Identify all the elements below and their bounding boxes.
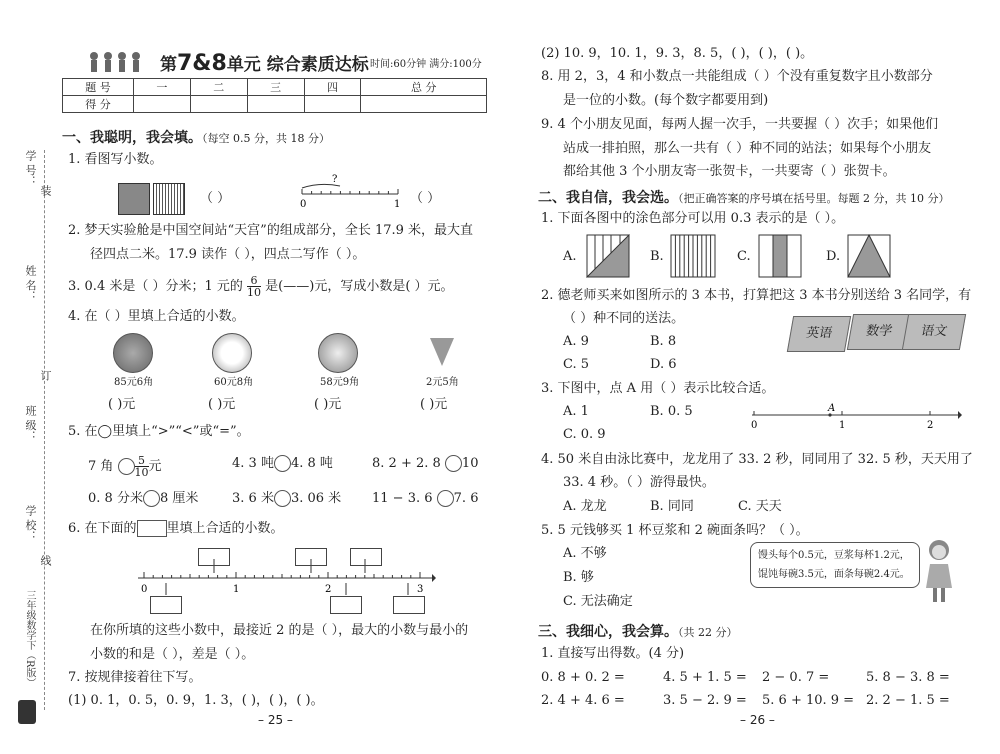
q6-line-a: 在你所填的这些小数中，最接近 2 的是（ ），最大的小数与最小的	[90, 623, 469, 638]
q3-text-b: 是(——)元，写成小数是( ）元。	[265, 279, 454, 294]
q7-part-2: (2) 10. 9，10. 1，9. 3，8. 5，( )，( )，( )。	[541, 46, 814, 61]
c3-point-label: A	[828, 403, 836, 414]
q4-answer-3[interactable]: ( )元	[314, 397, 342, 412]
q5-r2a-left: 0. 8 分米	[88, 491, 143, 506]
q5-r1b-right: 4. 8 吨	[290, 456, 333, 471]
q1-answer-b[interactable]: （ ）	[410, 191, 441, 206]
title-pre: 第	[160, 55, 177, 75]
q1-answer-a[interactable]: （ ）	[200, 191, 231, 206]
c1-option-a-label[interactable]: A.	[563, 249, 577, 264]
q4-answer-4[interactable]: ( )元	[420, 397, 448, 412]
header-decoration	[86, 50, 148, 74]
title-num: 7&8	[177, 51, 227, 76]
calc-item[interactable]: 5. 6 + 10. 9 =	[762, 693, 855, 708]
compare-circle[interactable]	[274, 490, 291, 507]
c3-text: 3. 下图中，点 A 用（ ）表示比较合适。	[541, 381, 775, 396]
c1-option-b-figure[interactable]	[670, 234, 716, 278]
binding-line	[44, 150, 45, 710]
k1-text: 1. 直接写出得数。(4 分)	[541, 646, 685, 661]
compare-circle[interactable]	[445, 455, 462, 472]
c4-option-a[interactable]: A. 龙龙	[563, 499, 607, 514]
c5-text: 5. 5 元钱够买 1 杯豆浆和 2 碗面条吗？（ ）。	[541, 523, 809, 538]
calc-item[interactable]: 0. 8 + 0. 2 =	[541, 670, 625, 685]
score-cell: 一	[134, 79, 191, 96]
score-table	[62, 78, 487, 113]
chinese-book: 语文	[902, 314, 966, 350]
unit-title	[160, 50, 369, 76]
c4-line-2: 33. 4 秒。（ ）游得最快。	[563, 475, 715, 490]
q4-price-2: 60元8角	[214, 377, 254, 388]
q6-answer-box[interactable]	[330, 596, 362, 614]
c3-label-2: 2	[927, 420, 934, 431]
q3-fraction	[247, 275, 261, 298]
section-1-title	[62, 127, 330, 147]
q6-text-pre: 6. 在下面的	[68, 521, 137, 536]
q5-r2c-left: 11 − 3. 6	[372, 491, 433, 506]
calc-item[interactable]: 4. 5 + 1. 5 =	[663, 670, 747, 685]
girl-icon	[924, 538, 954, 604]
score-cell: 四	[304, 79, 361, 96]
section-2-heading: 二、我自信，我会选。	[538, 190, 678, 206]
q9-line-3: 都给其他 3 个小朋友寄一张贺卡，一共要寄（ ）张贺卡。	[563, 164, 896, 179]
volleyball-icon	[318, 333, 358, 373]
q6-answer-box[interactable]	[295, 548, 327, 566]
section-2-note: （把正确答案的序号填在括号里。每题 2 分，共 10 分）	[678, 192, 950, 205]
q6-label-2: 2	[325, 584, 332, 595]
q5-r1a-right: 元	[148, 459, 162, 474]
q5-row2-a	[88, 490, 198, 508]
c2-option-c[interactable]: C. 5	[563, 357, 590, 372]
c2-option-b[interactable]: B. 8	[650, 334, 677, 349]
c3-option-a[interactable]: A. 1	[563, 404, 589, 419]
book-label: 三年级数学下（R版）	[24, 590, 35, 688]
q1-striped-square	[153, 183, 185, 215]
c1-text: 1. 下面各图中的涂色部分可以用 0.3 表示的是（ ）。	[541, 211, 845, 226]
score-cell: 二	[190, 79, 247, 96]
c4-option-c[interactable]: C. 天天	[738, 499, 782, 514]
q1-label-1: 1	[394, 199, 400, 210]
section-2-title	[538, 187, 949, 207]
q8-line-1: 8. 用 2，3，4 和小数点一共能组成（ ）个没有重复数字且小数部分	[541, 69, 933, 84]
q5-r2c-right: 7. 6	[453, 491, 479, 506]
q6-line-b: 小数的和是（ ），差是（ ）。	[90, 647, 255, 662]
c5-option-a[interactable]: A. 不够	[563, 546, 607, 561]
section-1-heading: 一、我聪明，我会填。	[62, 130, 202, 146]
q5-row1-b	[232, 455, 333, 473]
q3-text-a: 3. 0.4 米是（ ）分米；1 元的	[68, 279, 243, 294]
section-3-title	[538, 621, 738, 641]
compare-circle[interactable]	[143, 490, 160, 507]
c1-option-c-figure[interactable]	[758, 234, 802, 278]
math-book: 数学	[847, 314, 911, 350]
c4-option-b[interactable]: B. 同同	[650, 499, 694, 514]
c2-option-a[interactable]: A. 9	[563, 334, 589, 349]
q5-r1a-left: 7 角	[88, 459, 114, 474]
section-3-note: （共 22 分）	[678, 626, 738, 639]
score-cell: 得 分	[63, 96, 134, 113]
c1-option-a-figure[interactable]	[586, 234, 630, 278]
q1-number-line	[300, 172, 400, 212]
label-ding: 订	[39, 370, 52, 381]
c2-option-d[interactable]: D. 6	[650, 357, 677, 372]
q4-text: 4. 在（ ）里填上合适的小数。	[68, 309, 245, 324]
q5-text: 5. 在◯里填上“>”“<”或“=”。	[68, 424, 250, 439]
q6-box-icon	[137, 520, 167, 537]
c2-line-2: （ ）种不同的送法。	[563, 311, 685, 326]
q5-row2-b	[232, 490, 341, 508]
q1-label-0: 0	[300, 199, 307, 210]
q3-numerator: 6	[250, 274, 258, 287]
score-input[interactable]	[304, 96, 361, 113]
q1-full-square	[118, 183, 150, 215]
score-input[interactable]	[361, 96, 487, 113]
q2-line-2: 径四点二米。17.9 读作（ ），四点二写作（ ）。	[90, 247, 366, 262]
c1-option-d-label[interactable]: D.	[826, 249, 841, 264]
q5-numerator: 5	[138, 454, 146, 467]
c4-line-1: 4. 50 米自由泳比赛中，龙龙用了 33. 2 秒，同同用了 32. 5 秒，天天用了	[541, 452, 973, 467]
q5-r1c-right: 10	[461, 456, 479, 471]
q9-line-2: 站成一排拍照，那么一共有（ ）种不同的站法；如果每个小朋友	[563, 141, 932, 156]
exam-meta: 时间:60分钟 满分:100分	[370, 59, 482, 70]
c5-option-c[interactable]: C. 无法确定	[563, 594, 633, 609]
q6-answer-box[interactable]	[350, 548, 382, 566]
q5-r1b-left: 4. 3 吨	[232, 456, 274, 471]
q3-denominator: 10	[247, 286, 262, 299]
c3-option-c[interactable]: C. 0. 9	[563, 427, 606, 442]
score-cell: 总 分	[361, 79, 487, 96]
c5-option-b[interactable]: B. 够	[563, 570, 594, 585]
q6-text	[68, 520, 284, 538]
c3-label-1: 1	[839, 420, 846, 431]
bubble-line-2: 馄饨每碗3.5元，面条每碗2.4元。	[758, 569, 910, 580]
label-xian: 线	[39, 555, 52, 566]
q6-label-1: 1	[233, 584, 240, 595]
q5-row1-c	[372, 455, 478, 473]
c3-option-b[interactable]: B. 0. 5	[650, 404, 693, 419]
q5-row2-c	[372, 490, 478, 508]
score-input[interactable]	[247, 96, 304, 113]
logo-icon	[18, 700, 36, 724]
q5-r2a-right: 8 厘米	[159, 491, 199, 506]
score-input[interactable]	[190, 96, 247, 113]
q4-price-1: 85元6角	[114, 377, 154, 388]
compare-circle[interactable]	[274, 455, 291, 472]
calc-item[interactable]: 2. 4 + 4. 6 =	[541, 693, 625, 708]
q4-answer-2[interactable]: ( )元	[208, 397, 236, 412]
q3-line	[68, 275, 454, 298]
q8-line-2: 是一位的小数。(每个数字都要用到)	[563, 93, 769, 108]
title-rest: 单元 综合素质达标	[226, 55, 369, 75]
page-number-right: – 26 –	[740, 713, 775, 727]
q7-text: 7. 按规律接着往下写。	[68, 670, 202, 685]
c1-option-c-label[interactable]: C.	[737, 249, 751, 264]
figures-icon	[86, 50, 148, 74]
q5-r2b-right: 3. 06 米	[290, 491, 342, 506]
score-input[interactable]	[134, 96, 191, 113]
c3-label-0: 0	[751, 420, 758, 431]
q5-row1-a	[88, 455, 162, 478]
q6-label-0: 0	[141, 584, 148, 595]
calc-item[interactable]: 2 − 0. 7 =	[762, 670, 830, 685]
shuttlecock-icon	[430, 338, 454, 366]
q5-r2b-left: 3. 6 米	[232, 491, 274, 506]
label-xuexiao: 学 校：	[24, 505, 37, 542]
calc-item[interactable]: 3. 5 − 2. 9 =	[663, 693, 747, 708]
q6-answer-box[interactable]	[198, 548, 230, 566]
basketball-icon	[113, 333, 153, 373]
q2-line-1: 2. 梦天实验舱是中国空间站“天宫”的组成部分，全长 17.9 米，最大直	[68, 223, 474, 238]
page-number-left: – 25 –	[258, 713, 293, 727]
label-xuehao: 学 号：	[24, 150, 37, 187]
q5-fraction	[135, 455, 149, 478]
q1-question-mark: ?	[332, 174, 338, 185]
score-value-row	[63, 96, 487, 113]
q6-answer-box[interactable]	[393, 596, 425, 614]
bubble-line-1: 馒头每个0.5元，豆浆每杯1.2元，	[758, 550, 910, 561]
section-3-heading: 三、我细心，我会算。	[538, 624, 678, 640]
score-cell: 题 号	[63, 79, 134, 96]
q1-text: 1. 看图写小数。	[68, 152, 163, 167]
english-book: 英语	[787, 316, 851, 352]
q6-answer-box[interactable]	[150, 596, 182, 614]
q4-answer-1[interactable]: ( )元	[108, 397, 136, 412]
score-cell: 三	[247, 79, 304, 96]
q5-r1c-left: 8. 2 + 2. 8	[372, 456, 441, 471]
c2-line-1: 2. 德老师买来如图所示的 3 本书，打算把这 3 本书分别送给 3 名同学，有	[541, 288, 972, 303]
label-banji: 班 级：	[24, 405, 37, 442]
compare-circle[interactable]	[437, 490, 454, 507]
q4-price-4: 2元5角	[426, 377, 459, 388]
score-header-row	[63, 79, 487, 96]
c3-number-line	[748, 402, 963, 434]
q7-part-1: (1) 0. 1，0. 5，0. 9，1. 3，( )，( )，( )。	[68, 693, 324, 708]
q6-label-3: 3	[417, 584, 424, 595]
q9-line-1: 9. 4 个小朋友见面，每两人握一次手，一共要握（ ）次手；如果他们	[541, 117, 939, 132]
compare-circle[interactable]	[118, 458, 135, 475]
calc-item[interactable]: 5. 8 − 3. 8 =	[866, 670, 950, 685]
label-zhuang: 装	[39, 185, 52, 196]
q4-price-3: 58元9角	[320, 377, 360, 388]
c1-option-d-figure[interactable]	[847, 234, 891, 278]
label-xingming: 姓 名：	[24, 265, 37, 302]
soccer-ball-icon	[212, 333, 252, 373]
q5-denominator: 10	[134, 466, 149, 479]
c1-option-b-label[interactable]: B.	[650, 249, 664, 264]
section-1-note: （每空 0.5 分，共 18 分）	[202, 132, 330, 145]
calc-item[interactable]: 2. 2 − 1. 5 =	[866, 693, 950, 708]
q6-text-post: 里填上合适的小数。	[166, 521, 284, 536]
